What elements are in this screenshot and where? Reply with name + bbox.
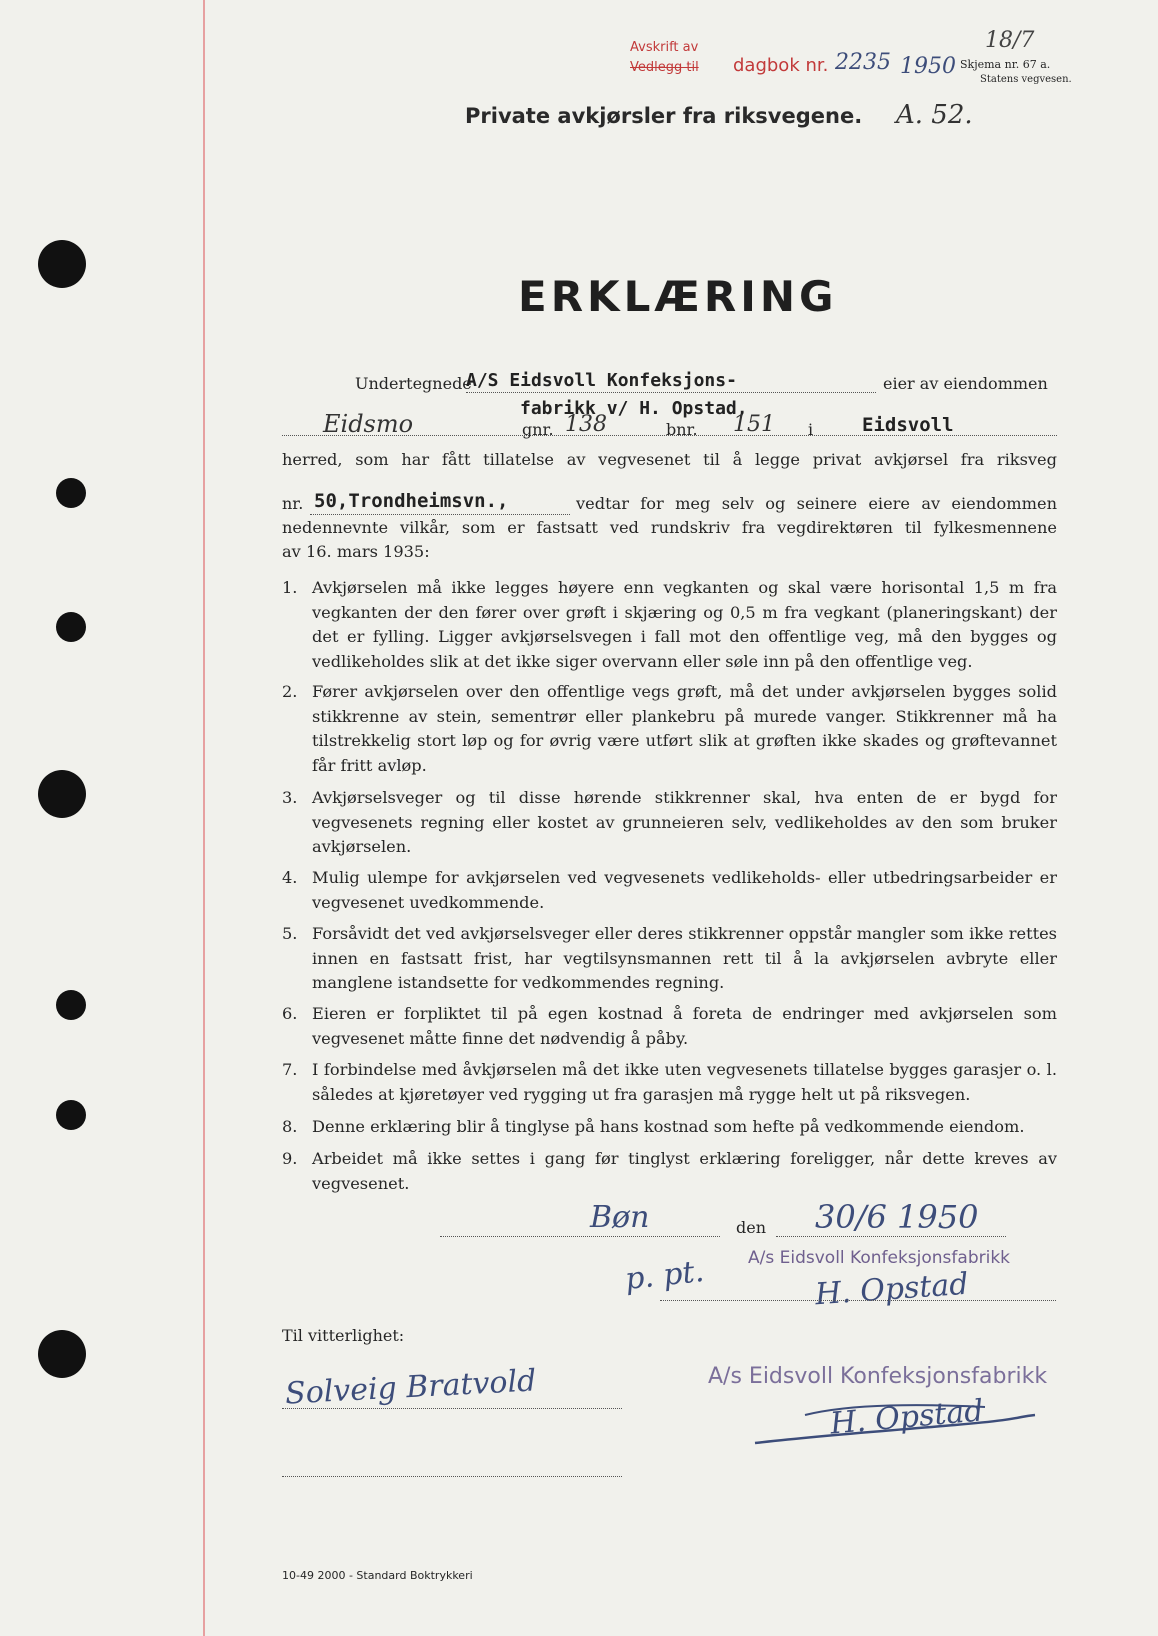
condition-text: Mulig ulempe for avkjørselen ved vegvesenets vedlikeholds- eller utbedringsarbeider er vegvesenet uvedkommende. xyxy=(312,868,1057,912)
gnr-label: gnr. xyxy=(522,420,554,439)
date-field-line xyxy=(776,1236,1006,1237)
permit-text: herred, som har fått tillatelse av vegvesenet til å legge privat avkjørsel fra riksveg xyxy=(282,450,1057,469)
dagbok-year: 1950 xyxy=(900,54,956,79)
condition-number: 5. xyxy=(282,924,298,943)
condition-number: 4. xyxy=(282,868,298,887)
nr-label: nr. xyxy=(282,494,304,513)
undertegnede-label: Undertegnede xyxy=(355,374,472,393)
i-label: i xyxy=(808,420,814,439)
binder-hole-icon xyxy=(56,612,86,642)
signer-signature: H. Opstad xyxy=(813,1266,970,1313)
signature-stroke-icon xyxy=(745,1395,1045,1455)
condition-text: Eieren er forpliktet til på egen kostnad å foreta de endringer med avkjørselen som vegvesenet måtte finne det nødvendig å påby. xyxy=(312,1004,1057,1048)
form-ref-1: Skjema nr. 67 a. xyxy=(960,58,1051,71)
signature-place: Bøn xyxy=(590,1200,650,1235)
den-label: den xyxy=(736,1218,767,1237)
signature-date: 30/6 1950 xyxy=(815,1198,979,1236)
bnr-label: bnr. xyxy=(666,420,698,439)
condition-text: Avkjørselsveger og til disse hørende stikkrenner skal, hva enten de er bygd for vegvesenets regning eller kostet av grunneieren selv, vedlikeholdes av den som bruker avkjørselen. xyxy=(312,788,1057,856)
condition-number: 7. xyxy=(282,1060,298,1079)
pp-label: p. pt. xyxy=(623,1253,706,1298)
condition-number: 9. xyxy=(282,1149,298,1168)
condition-number: 2. xyxy=(282,682,298,701)
condition-text: Fører avkjørselen over den offentlige vegs grøft, må det under avkjørselen bygges solid stikkrenne av stein, sementrør eller plankebru på murede vanger. Stikkrenner må ha tilstrekkelig stort løp og for øvrig være utført slik at grøften ikke skades og grøftevannet får fritt avløp. xyxy=(312,682,1057,775)
road-value: 50,Trondheimsvn., xyxy=(314,490,509,512)
conditions-intro-1: nedennevnte vilkår, som er fastsatt ved rundskriv fra vegdirektøren til fylkesmennene xyxy=(282,518,1057,537)
subtitle: Private avkjørsler fra riksvegene. xyxy=(465,104,863,128)
owner-field-line xyxy=(466,392,876,393)
witness-line-2 xyxy=(282,1476,622,1477)
binder-hole-icon xyxy=(56,990,86,1020)
condition-number: 6. xyxy=(282,1004,298,1023)
condition-text: Forsåvidt det ved avkjørselsveger eller deres stikkrenner oppstår mangler som ikke rettes innen en fastsatt frist, har vegtilsynsmannen rett til å la avkjørselen avbryte eller manglene istandsette for vedkommendes regning. xyxy=(312,924,1057,992)
municipality: Eidsvoll xyxy=(862,414,954,436)
dagbok-label: dagbok nr. xyxy=(733,55,829,76)
owner-line2: fabrikk v/ H. Opstad, xyxy=(520,398,748,419)
page-title: ERKLÆRING xyxy=(518,272,838,321)
property-name: Eidsmo xyxy=(323,410,414,438)
form-ref-2: Statens vegvesen. xyxy=(980,74,1072,85)
binder-hole-icon xyxy=(38,240,86,288)
stamp-signature: H. Opstad xyxy=(828,1393,985,1442)
gnr-value: 138 xyxy=(565,412,607,437)
condition-number: 3. xyxy=(282,788,298,807)
binder-hole-icon xyxy=(38,1330,86,1378)
subtitle-ref: A. 52. xyxy=(896,100,973,130)
condition-text: I forbindelse med åvkjørselen må det ikke uten vegvesenets tillatelse bygges garasjer o. l. således at kjøretøyer ved rygging ut fra garasjen må rygge helt ut på riksvegen. xyxy=(312,1060,1057,1104)
owner-line1: A/S Eidsvoll Konfeksjons- xyxy=(466,370,737,391)
vitterlighet-label: Til vitterlighet: xyxy=(282,1326,405,1345)
place-field-line xyxy=(440,1236,720,1237)
eier-label: eier av eiendommen xyxy=(883,374,1048,393)
condition-text: Arbeidet må ikke settes i gang før tinglyst erklæring foreligger, når dette kreves av vegvesenet. xyxy=(312,1149,1057,1193)
vedlegg-label: Vedlegg til xyxy=(630,60,699,75)
dagbok-fraction: 18/7 xyxy=(985,28,1035,53)
condition-number: 1. xyxy=(282,578,298,597)
bnr-value: 151 xyxy=(733,412,775,437)
avskrift-label: Avskrift av xyxy=(630,40,699,55)
witness-line-1 xyxy=(282,1408,622,1409)
condition-number: 8. xyxy=(282,1117,298,1136)
binder-hole-icon xyxy=(56,478,86,508)
witness-signature: Solveig Bratvold xyxy=(284,1363,538,1412)
condition-text: Denne erklæring blir å tinglyse på hans kostnad som hefte på vedkommende eiendom. xyxy=(312,1117,1025,1136)
red-margin-line xyxy=(203,0,205,1636)
signature-field-line xyxy=(660,1300,1056,1301)
company-stamp: A/s Eidsvoll Konfeksjonsfabrikk xyxy=(748,1248,1011,1268)
dagbok-number: 2235 xyxy=(835,50,891,75)
vedtar-text: vedtar for meg selv og seinere eiere av eiendommen xyxy=(576,494,1057,513)
company-stamp-2: A/s Eidsvoll Konfeksjonsfabrikk xyxy=(708,1364,1048,1389)
conditions-intro-2: av 16. mars 1935: xyxy=(282,542,430,561)
binder-hole-icon xyxy=(56,1100,86,1130)
binder-hole-icon xyxy=(38,770,86,818)
condition-text: Avkjørselen må ikke legges høyere enn vegkanten og skal være horisontal 1,5 m fra vegkanten der den fører over grøft i skjæring og 0,5 m fra vegkant (planeringskant) der det er fylling. Ligger avkjørselsvegen i fall mot den offentlige veg, må den bygges og vedlikeholdes slik at det ikke siger overvann eller søle inn på den offentlige veg. xyxy=(312,578,1057,671)
road-field-line xyxy=(310,514,570,515)
footer-printer: 10-49 2000 - Standard Boktrykkeri xyxy=(282,1569,473,1582)
